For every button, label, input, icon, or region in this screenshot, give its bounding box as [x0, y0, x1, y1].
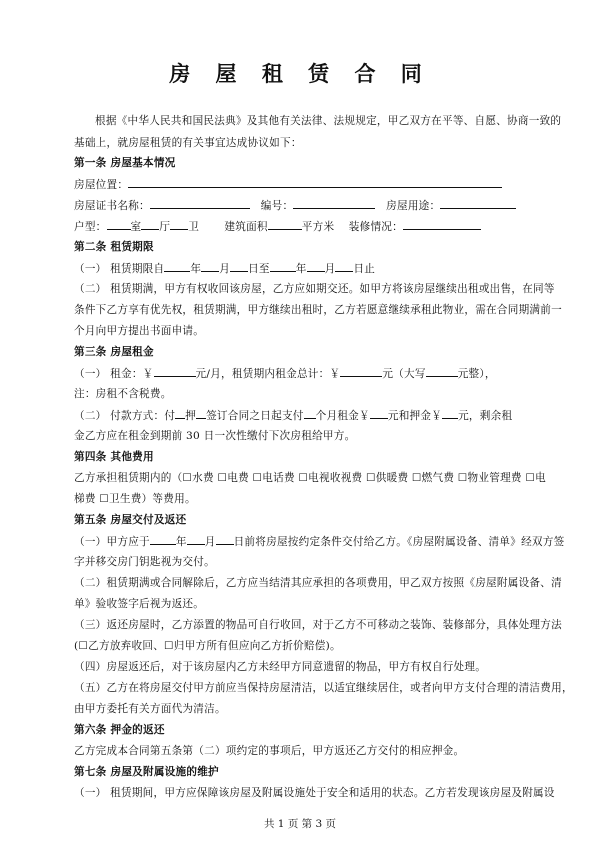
cleaning-line-1: （五）乙方在将房屋交付甲方前应当保持房屋清洁，以适宜继续居住，或者向甲方支付合理的清洁费用， [74, 682, 573, 694]
hall-text: 厅 [159, 221, 171, 233]
total-rent-blank [340, 365, 382, 377]
location-blank [128, 176, 502, 188]
bath-blank [170, 218, 188, 230]
certificate-blank [150, 197, 250, 209]
page-footer: 共 1 页 第 3 页 [263, 818, 337, 830]
day-end-text: 日止 [353, 263, 376, 275]
bath-text: 卫 [188, 221, 200, 233]
renewal-line-2: 条件下乙方享有优先权，租赁期满，甲方继续出租时，乙方若愿意继续承租此物业，需在合同期满前一 [74, 304, 562, 316]
rent-total-label: 元/月，租赁期内租金总计：￥ [195, 368, 341, 380]
article-4-heading: 第四条 其他费用 [74, 451, 154, 463]
delivery-rest-text: 日前将房屋按约定条件交付给乙方。《房屋附属设备、清单》经双方签 [233, 536, 565, 548]
deposit-months-blank [196, 407, 206, 419]
room-blank [107, 218, 131, 230]
year-text-2: 年 [295, 263, 307, 275]
intro-line-2: 基础上，就房屋租赁的有关事宜达成协议如下： [74, 137, 302, 149]
end-month-blank [307, 260, 325, 272]
article-7-heading: 第七条 房屋及附属设施的维护 [74, 766, 219, 778]
usage-blank [440, 197, 516, 209]
delivery-label: （一）甲方应于 [74, 536, 150, 548]
rent-upper-blank [426, 365, 458, 377]
start-month-blank [201, 260, 219, 272]
rent-upper-suffix: 元整）， [457, 368, 496, 380]
location-row [74, 176, 546, 192]
end-day-blank [335, 260, 353, 272]
payment-row [74, 407, 546, 423]
remaining-text: 元，剩余租 [458, 410, 513, 422]
cleaning-line-2: 由甲方委托有关方面代为清洁。 [74, 703, 226, 715]
deposit-return-line: 乙方完成本合同第五条第（二）项约定的事项后，甲方返还乙方交付的相应押金。 [74, 745, 465, 757]
first-rent-text: 个月租金￥ [315, 410, 370, 422]
pay-months-blank [175, 407, 185, 419]
intro-line-1: 根据《中华人民共和国民法典》及其他有关法律、法规规定，甲乙双方在平等、自愿、协商一致的 [95, 115, 562, 127]
article-3-heading: 第三条 房屋租金 [74, 346, 154, 358]
month-text: 月 [219, 263, 231, 275]
delivery-row [74, 533, 565, 549]
delivery-year-text: 年 [175, 536, 187, 548]
return-line-1: （二）租赁期满或合同解除后，乙方应当结清其应承担的各项费用，甲乙双方按照《房屋附属设备、清 [74, 577, 562, 589]
layout-row [74, 218, 546, 234]
rent-row [74, 365, 546, 381]
month-text-2: 月 [324, 263, 336, 275]
term-label: （一） 租赁期限自 [74, 263, 165, 275]
deposit-amount-text: 元和押金￥ [387, 410, 443, 422]
location-label: 房屋位置： [74, 179, 129, 191]
area-unit: 平方米 [301, 221, 335, 233]
monthly-rent-blank [154, 365, 196, 377]
first-months-blank [304, 407, 316, 419]
deposit-text: 押 [185, 410, 197, 422]
payment-sign-text: 签订合同之日起支付 [206, 410, 304, 422]
article-5-heading: 第五条 房屋交付及返还 [74, 514, 187, 526]
renewal-line-1: （二） 租赁期满，甲方有权收回该房屋，乙方应如期交还。如甲方将该房屋继续出租或出售，在同等 [74, 283, 555, 295]
end-year-blank [270, 260, 296, 272]
room-text: 室 [130, 221, 142, 233]
deposit-amount-blank [442, 407, 458, 419]
fees-line-2: 梯费 ☐卫生费）等费用。 [74, 493, 196, 505]
number-label: 编号： [260, 200, 294, 212]
article-2-heading: 第二条 租赁期限 [74, 241, 154, 253]
decor-blank [403, 218, 481, 230]
layout-label: 户型： [74, 221, 107, 233]
hall-blank [141, 218, 159, 230]
start-day-blank [230, 260, 248, 272]
year-text: 年 [190, 263, 202, 275]
maintenance-line-1: （一） 租赁期间，甲方应保障该房屋及附属设施处于安全和适用的状态。乙方若发现该房屋及附属设 [74, 787, 555, 799]
delivery-line-2: 字并移交房门钥匙视为交付。 [74, 556, 215, 568]
rent-note: 注：房租不含税费。 [74, 388, 172, 400]
delivery-month-blank [187, 533, 205, 545]
first-rent-blank [370, 407, 388, 419]
certificate-label: 房屋证书名称： [74, 200, 150, 212]
document-title: 房 屋 租 赁 合 同 [169, 61, 431, 86]
day-to-text: 日至 [248, 263, 270, 275]
article-6-heading: 第六条 押金的返还 [74, 724, 165, 736]
article-1-heading: 第一条 房屋基本情况 [74, 157, 176, 169]
decor-label: 装修情况： [348, 221, 403, 233]
items-line-1: （三）返还房屋时，乙方添置的物品可自行收回，对于乙方不可移动之装饰、装修部分，具体处理方法 [74, 619, 562, 631]
usage-label: 房屋用途： [386, 200, 441, 212]
certificate-row [74, 197, 546, 213]
payment-line-2: 金乙方应在租金到期前 30 日一次性缴付下次房租给甲方。 [74, 430, 356, 442]
delivery-month-text: 月 [204, 536, 216, 548]
delivery-day-blank [216, 533, 234, 545]
delivery-year-blank [150, 533, 176, 545]
area-label: 建筑面积 [224, 221, 268, 233]
rent-upper-label: 元（大写 [382, 368, 426, 380]
rent-label: （一） 租金：￥ [74, 368, 154, 380]
renewal-line-3: 个月向甲方提出书面申请。 [74, 325, 205, 337]
fees-line-1: 乙方承担租赁期内的（☐水费 ☐电费 ☐电话费 ☐电视收视费 ☐供暖费 ☐燃气费 ☐物业管理费 ☐电 [74, 472, 546, 484]
number-blank [293, 197, 375, 209]
items-line-2: (☐乙方放弃收回、☐归甲方所有但应向乙方折价赔偿)。 [74, 640, 341, 652]
start-year-blank [164, 260, 190, 272]
term-row [74, 260, 546, 276]
payment-label: （二） 付款方式：付 [74, 410, 176, 422]
area-blank [268, 218, 302, 230]
return-line-2: 单》验收签字后视为返还。 [74, 598, 205, 610]
leftover-line: （四）房屋返还后，对于该房屋内乙方未经甲方同意遗留的物品，甲方有权自行处理。 [74, 661, 487, 673]
